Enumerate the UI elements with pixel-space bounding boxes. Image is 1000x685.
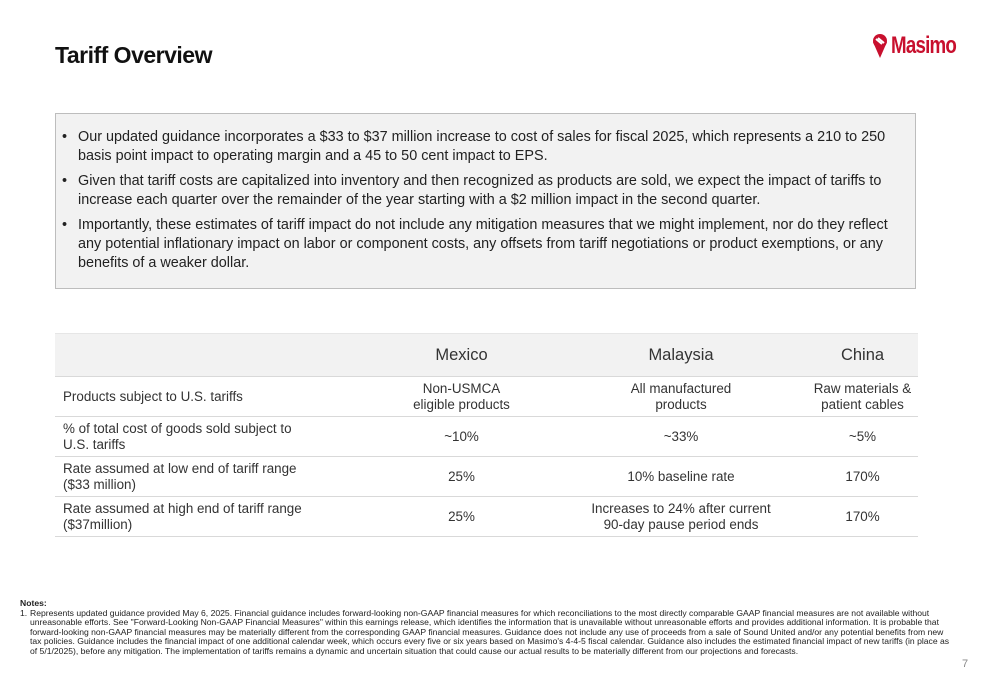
bullet-dot-icon: •: [62, 129, 68, 145]
cell-mexico: Non-USMCA eligible products: [368, 377, 555, 417]
footnote-text: Represents updated guidance provided May 6, 2025. Financial guidance includes forward-looking non-GAAP financial measures for which reconciliations to the most directly comparable GAAP financial measures are not available without unreasonable efforts. See "Forward-Looking Non-GAAP Financial Measures" within this earnings release, which identifies the information that is unavailable without unreasonable efforts and provides additional information. It is probable that forward-looking non-GAAP financial measures may be materially different from the corresponding GAAP financial measures. Guidance does not include any use of proceeds from a sale of Sound United and/or any potential benefits from new tax policies. Guidance includes the financial impact of one additional calendar week, which occurs every five or six years based on Masimo's 4-4-5 fiscal calendar. Guidance also includes the estimated financial impact of new tariffs (in place as of 5/1/2025), before any mitigation. The implementation of tariffs remains a dynamic and uncertain situation that could cause our actual results to be materially different from our projections and forecasts.: [30, 607, 950, 656]
row-label: Rate assumed at high end of tariff range ($37million): [55, 497, 368, 537]
row-label: % of total cost of goods sold subject to U.S. tariffs: [55, 417, 368, 457]
header-china: China: [807, 334, 918, 377]
page-number: 7: [962, 658, 969, 670]
table-row: [55, 457, 918, 497]
cell-mexico: 25%: [368, 457, 555, 497]
table-header-row: [55, 334, 918, 377]
cell-mexico: 25%: [368, 497, 555, 537]
footnotes: [20, 599, 955, 657]
row-label: Products subject to U.S. tariffs: [55, 377, 368, 417]
page-title: Tariff Overview: [55, 42, 212, 68]
masimo-logo: [872, 30, 974, 62]
logo-text: Masimo: [891, 32, 957, 59]
bullet-text: Importantly, these estimates of tariff impact do not include any mitigation measures that we might implement, nor do they reflect any potential inflationary impact on labor or component costs, any offsets from tariff negotiations or product exemptions, or any benefits of a weaker dollar.: [78, 217, 888, 271]
header-mexico: Mexico: [368, 334, 555, 377]
guidance-bullet: [60, 216, 907, 273]
tariff-table: [55, 333, 918, 537]
bullet-text: Our updated guidance incorporates a $33 to $37 million increase to cost of sales for fiscal 2025, which represents a 210 to 250 basis point impact to operating margin and a 45 to 50 cent impact to EPS.: [78, 129, 886, 164]
bullet-dot-icon: •: [62, 173, 68, 189]
header-malaysia: Malaysia: [555, 334, 807, 377]
cell-malaysia: ~33%: [555, 417, 807, 457]
table-row: [55, 377, 918, 417]
guidance-bullet: [60, 128, 907, 166]
cell-china: Raw materials & patient cables: [807, 377, 918, 417]
table-row: [55, 497, 918, 537]
table-row: [55, 417, 918, 457]
cell-malaysia: All manufactured products: [555, 377, 807, 417]
cell-mexico: ~10%: [368, 417, 555, 457]
notes-heading: Notes:: [20, 598, 47, 608]
footnote-item: [20, 609, 955, 657]
guidance-bullet: [60, 172, 907, 210]
cell-china: 170%: [807, 457, 918, 497]
cell-malaysia: 10% baseline rate: [555, 457, 807, 497]
footnote-number: 1.: [20, 607, 28, 618]
bullet-dot-icon: •: [62, 217, 68, 233]
row-label: Rate assumed at low end of tariff range ($33 million): [55, 457, 368, 497]
guidance-bullet-list: [60, 128, 907, 273]
cell-malaysia: Increases to 24% after current 90-day pause period ends: [555, 497, 807, 537]
cell-china: 170%: [807, 497, 918, 537]
masimo-logo-mark-icon: [872, 33, 888, 59]
bullet-text: Given that tariff costs are capitalized into inventory and then recognized as products are sold, we expect the impact of tariffs to increase each quarter over the remainder of the year starting with a $2 million impact in the second quarter.: [78, 173, 882, 208]
cell-china: ~5%: [807, 417, 918, 457]
header-empty: [55, 334, 368, 377]
guidance-summary-box: [55, 113, 916, 289]
